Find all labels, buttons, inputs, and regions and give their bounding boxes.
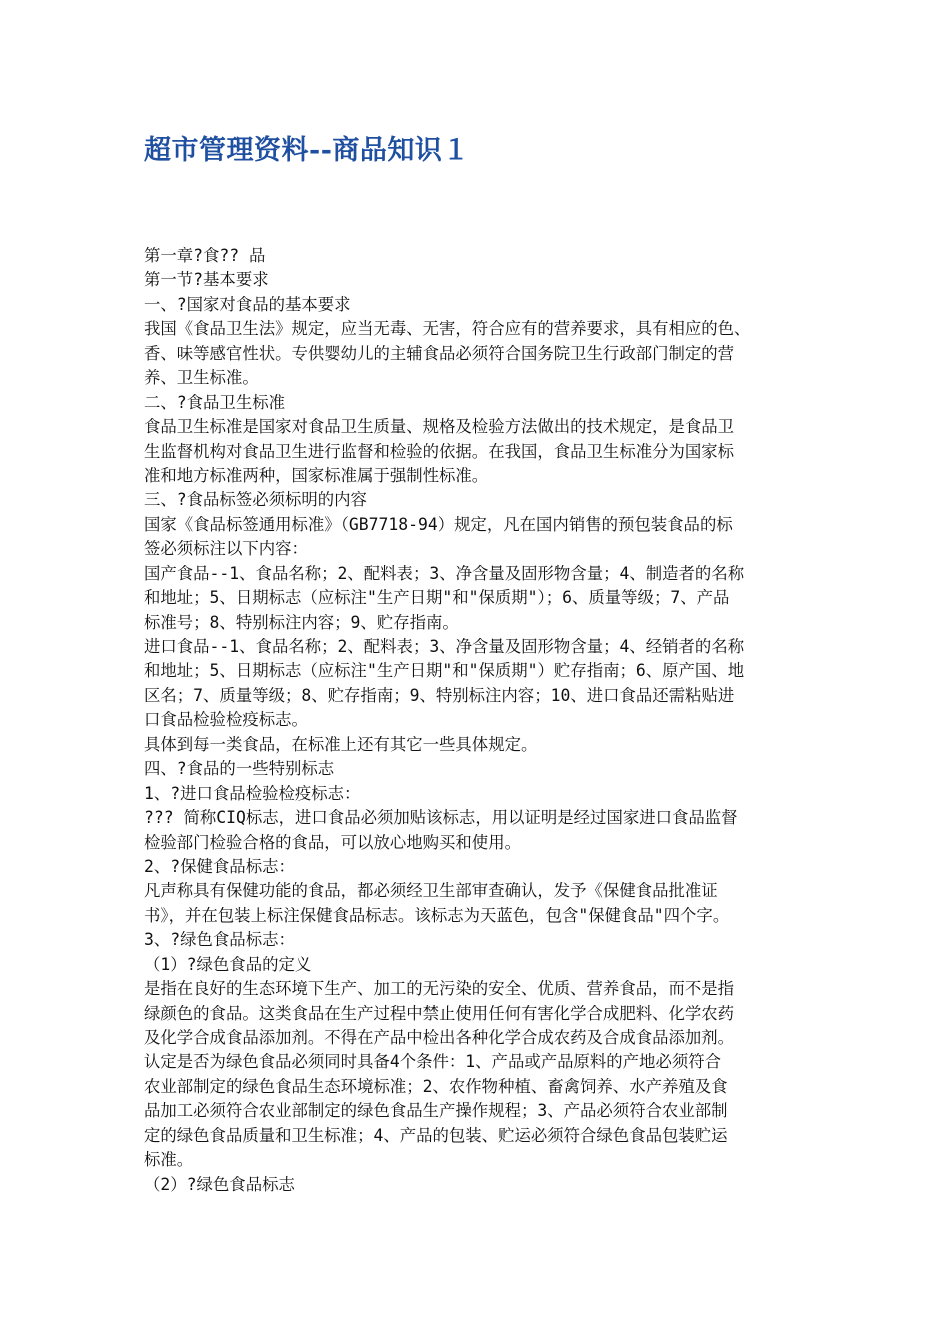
text-line: 具体到每一类食品，在标准上还有其它一些具体规定。 <box>144 734 538 754</box>
text-line: ??? 简称CIQ标志，进口食品必须加贴该标志，用以证明是经过国家进口食品监督 <box>144 808 738 828</box>
text-line: 品加工必须符合农业部制定的绿色食品生产操作规程；3、产品必须符合农业部制 <box>144 1101 728 1121</box>
text-line: 标准号；8、特别标注内容；9、贮存指南。 <box>144 612 459 632</box>
text-line: 养、卫生标准。 <box>144 368 259 388</box>
text-line: 和地址；5、日期标志（应标注"生产日期"和"保质期"）；6、质量等级；7、产品 <box>144 588 730 608</box>
document-title: 超市管理资料--商品知识１ <box>144 135 470 166</box>
text-line: 2、?保健食品标志： <box>144 856 295 876</box>
text-line: 二、?食品卫生标准 <box>144 392 285 412</box>
text-line: 生监督机构对食品卫生进行监督和检验的依据。在我国，食品卫生标准分为国家标 <box>144 441 735 461</box>
text-line: 及化学合成食品添加剂。不得在产品中检出各种化学合成农药及合成食品添加剂。 <box>144 1028 735 1047</box>
text-line: 3、?绿色食品标志： <box>144 930 295 950</box>
text-line: 准和地方标准两种，国家标准属于强制性标准。 <box>144 465 489 485</box>
text-line: 国家《食品标签通用标准》（GB7718-94）规定，凡在国内销售的预包装食品的标 <box>144 514 733 534</box>
text-line: 四、?食品的一些特别标志 <box>144 759 335 779</box>
text-line: 绿颜色的食品。这类食品在生产过程中禁止使用任何有害化学合成肥料、化学农药 <box>144 1003 735 1023</box>
text-line: 检验部门检验合格的食品，可以放心地购买和使用。 <box>144 832 521 852</box>
text-line: 食品卫生标准是国家对食品卫生质量、规格及检验方法做出的技术规定，是食品卫 <box>144 417 735 437</box>
text-line: 签必须标注以下内容： <box>144 539 308 559</box>
text-line: 定的绿色食品质量和卫生标准；4、产品的包装、贮运必须符合绿色食品包装贮运 <box>144 1125 728 1145</box>
text-line: 和地址；5、日期标志（应标注"生产日期"和"保质期"）贮存指南；6、原产国、地 <box>144 661 745 681</box>
text-line: 我国《食品卫生法》规定，应当无毒、无害，符合应有的营养要求，具有相应的色、 <box>144 319 751 339</box>
text-line: 三、?食品标签必须标明的内容 <box>144 490 367 510</box>
text-line: 农业部制定的绿色食品生态环境标准；2、农作物种植、畜禽饲养、水产养殖及食 <box>144 1076 728 1096</box>
text-line: 凡声称具有保健功能的食品，都必须经卫生部审查确认，发予《保健食品批准证 <box>144 881 718 901</box>
text-line: 口食品检验检疫标志。 <box>144 710 308 730</box>
document-body <box>144 244 816 1197</box>
text-line: （1）?绿色食品的定义 <box>144 954 312 974</box>
text-line: 第一章?食?? 品 <box>144 246 266 265</box>
text-line: 国产食品--1、食品名称；2、配料表；3、净含量及固形物含量；4、制造者的名称 <box>144 563 745 583</box>
text-line: 进口食品--1、食品名称；2、配料表；3、净含量及固形物含量；4、经销者的名称 <box>144 637 745 656</box>
text-line: 认定是否为绿色食品必须同时具备4个条件：1、产品或产品原料的产地必须符合 <box>144 1052 722 1072</box>
text-line: 区名；7、质量等级；8、贮存指南；9、特别标注内容；10、进口食品还需粘贴进 <box>144 685 735 705</box>
text-line: 第一节?基本要求 <box>144 270 269 290</box>
text-line: 书》，并在包装上标注保健食品标志。该标志为天蓝色，包含"保健食品"四个字。 <box>144 905 730 925</box>
text-line: 一、?国家对食品的基本要求 <box>144 294 351 314</box>
text-line: 香、味等感官性状。专供婴幼儿的主辅食品必须符合国务院卫生行政部门制定的营 <box>144 343 735 363</box>
text-line: （2）?绿色食品标志 <box>144 1174 295 1194</box>
text-line: 标准。 <box>144 1150 194 1170</box>
text-line: 是指在良好的生态环境下生产、加工的无污染的安全、优质、营养食品，而不是指 <box>144 979 735 999</box>
text-line: 1、?进口食品检验检疫标志： <box>144 783 361 803</box>
